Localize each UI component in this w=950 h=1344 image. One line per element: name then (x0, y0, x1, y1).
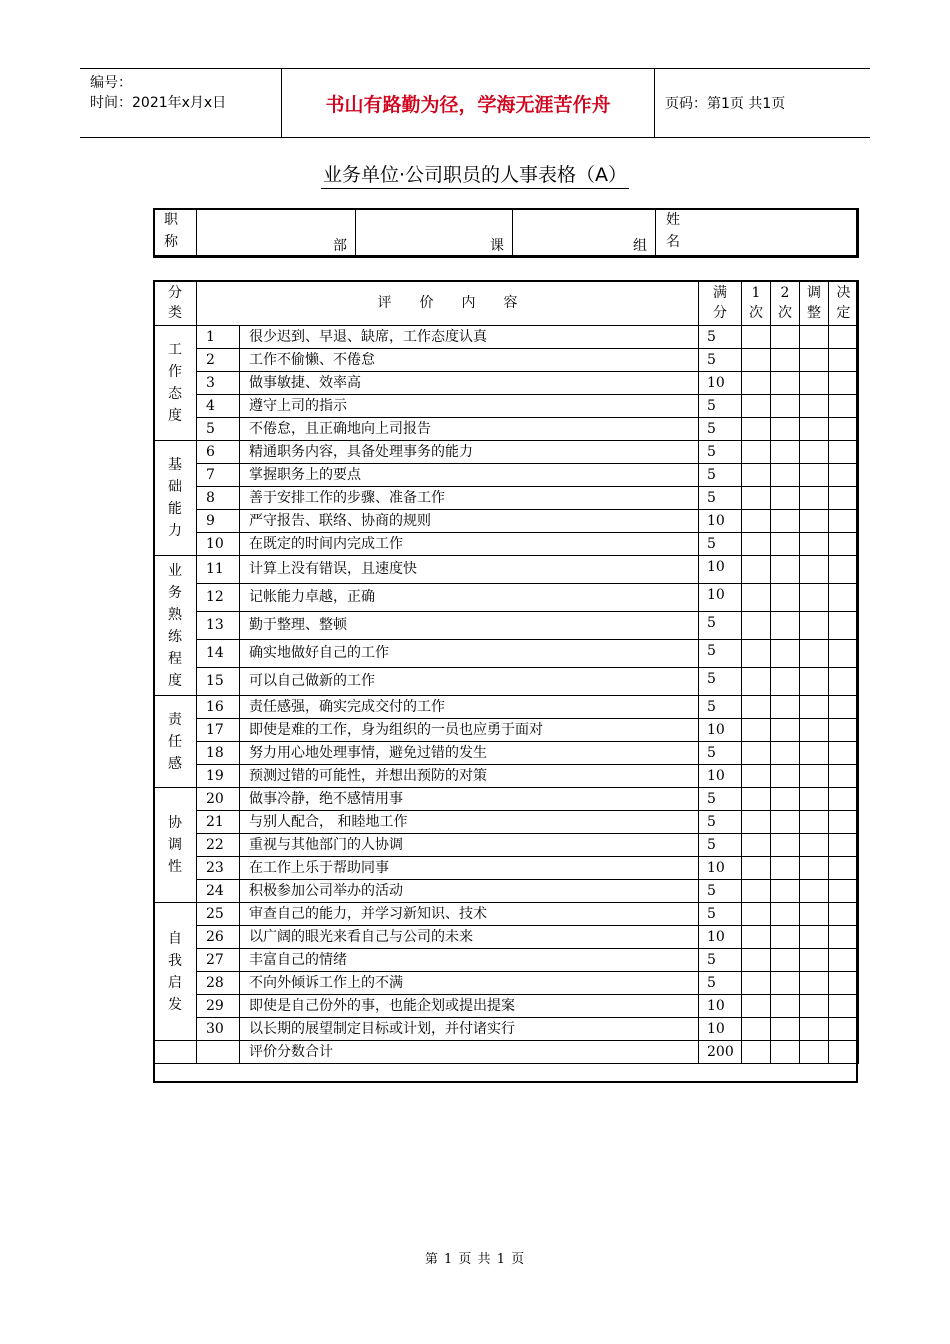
item-text: 不倦怠，且正确地向上司报告 (240, 418, 699, 441)
page-footer: 第 1 页 共 1 页 (424, 1252, 526, 1267)
item-full-score: 5 (699, 418, 742, 441)
name-field[interactable] (656, 209, 859, 258)
decision-cell[interactable] (829, 719, 859, 742)
category-label: 自我启发 (168, 930, 182, 1013)
item-text: 确实地做好自己的工作 (240, 640, 699, 668)
item-text: 即使是难的工作，身为组织的一员也应勇于面对 (240, 719, 699, 742)
item-text: 丰富自己的情绪 (240, 949, 699, 972)
info-table (153, 208, 859, 258)
table-row (154, 972, 859, 995)
item-full-score: 5 (699, 972, 742, 995)
adjust-cell[interactable] (800, 926, 829, 949)
second-score-cell[interactable] (771, 464, 800, 487)
decision-cell[interactable] (829, 349, 859, 372)
table-row (154, 487, 859, 510)
decision-cell[interactable] (829, 995, 859, 1018)
item-text: 做事冷静，绝不感情用事 (240, 788, 699, 811)
item-full-score: 5 (699, 811, 742, 834)
header-decision-text: 决定 (836, 285, 851, 321)
total-score: 200 (699, 1041, 742, 1064)
decision-cell[interactable] (829, 742, 859, 765)
item-full-score: 5 (699, 668, 742, 696)
second-score-cell[interactable] (771, 719, 800, 742)
category-label: 协调性 (168, 815, 182, 875)
item-number: 30 (197, 1018, 240, 1041)
adjust-cell[interactable] (800, 441, 829, 464)
category-label: 工作态度 (168, 342, 182, 424)
header-decision (829, 281, 859, 326)
table-row (154, 441, 859, 464)
item-text: 做事敏捷、效率高 (240, 372, 699, 395)
item-number: 15 (197, 668, 240, 696)
item-text: 预测过错的可能性，并想出预防的对策 (240, 765, 699, 788)
title-label: 职称 (164, 212, 178, 250)
category-label: 责任感 (168, 711, 182, 772)
table-row (154, 612, 859, 640)
category-cell (154, 556, 197, 696)
item-number: 25 (197, 903, 240, 926)
decision-cell[interactable] (829, 533, 859, 556)
first-score-cell[interactable] (742, 834, 771, 857)
adjust-cell[interactable] (800, 395, 829, 418)
header-meta (80, 69, 281, 137)
decision-cell[interactable] (829, 1018, 859, 1041)
item-full-score: 10 (699, 1018, 742, 1041)
second-score-cell[interactable] (771, 742, 800, 765)
table-row (154, 949, 859, 972)
total-row (154, 1041, 859, 1064)
item-text: 与别人配合， 和睦地工作 (240, 811, 699, 834)
item-number: 1 (197, 326, 240, 349)
item-number: 16 (197, 696, 240, 719)
item-number: 7 (197, 464, 240, 487)
header-adjust (800, 281, 829, 326)
item-number: 17 (197, 719, 240, 742)
item-text: 在既定的时间内完成工作 (240, 533, 699, 556)
category-cell (154, 326, 197, 441)
table-row (154, 926, 859, 949)
adjust-cell[interactable] (800, 612, 829, 640)
department-field[interactable] (197, 209, 356, 258)
adjust-cell[interactable] (800, 949, 829, 972)
second-score-cell[interactable] (771, 1018, 800, 1041)
item-number: 12 (197, 584, 240, 612)
item-number: 22 (197, 834, 240, 857)
item-text: 工作不偷懒、不倦怠 (240, 349, 699, 372)
category-label: 基础能力 (168, 457, 182, 539)
header-first-text: 1次 (749, 285, 763, 321)
item-text: 即使是自己份外的事，也能企划或提出提案 (240, 995, 699, 1018)
item-number: 9 (197, 510, 240, 533)
item-number: 10 (197, 533, 240, 556)
category-label: 业务熟练程度 (168, 562, 182, 689)
adjust-cell[interactable] (800, 857, 829, 880)
item-text: 努力用心地处理事情，避免过错的发生 (240, 742, 699, 765)
table-row (154, 696, 859, 719)
item-number: 2 (197, 349, 240, 372)
second-score-cell[interactable] (771, 533, 800, 556)
first-score-cell[interactable] (742, 487, 771, 510)
table-row (154, 640, 859, 668)
second-score-cell[interactable] (771, 668, 800, 696)
section-field[interactable] (356, 209, 513, 258)
header-category (154, 281, 197, 326)
item-text: 责任感强，确实完成交付的工作 (240, 696, 699, 719)
second-score-cell[interactable] (771, 395, 800, 418)
decision-cell[interactable] (829, 926, 859, 949)
item-full-score: 5 (699, 949, 742, 972)
item-full-score: 5 (699, 742, 742, 765)
second-score-cell[interactable] (771, 834, 800, 857)
table-row (154, 584, 859, 612)
second-score-cell[interactable] (771, 640, 800, 668)
category-cell (154, 788, 197, 903)
first-score-cell[interactable] (742, 556, 771, 584)
first-score-cell[interactable] (742, 584, 771, 612)
adjust-cell[interactable] (800, 719, 829, 742)
total-empty-cell (197, 1041, 240, 1064)
item-number: 6 (197, 441, 240, 464)
item-number: 23 (197, 857, 240, 880)
table-row (154, 857, 859, 880)
item-number: 26 (197, 926, 240, 949)
item-text: 以长期的展望制定目标或计划，并付诸实行 (240, 1018, 699, 1041)
header-second-text: 2次 (778, 285, 792, 321)
table-row (154, 765, 859, 788)
second-score-cell[interactable] (771, 811, 800, 834)
decision-total-cell[interactable] (829, 1041, 859, 1064)
first-score-cell[interactable] (742, 788, 771, 811)
adjust-cell[interactable] (800, 372, 829, 395)
item-number: 3 (197, 372, 240, 395)
first-score-cell[interactable] (742, 1018, 771, 1041)
adjust-cell[interactable] (800, 788, 829, 811)
first-score-cell[interactable] (742, 441, 771, 464)
item-full-score: 5 (699, 533, 742, 556)
adjust-cell[interactable] (800, 696, 829, 719)
first-score-cell[interactable] (742, 418, 771, 441)
item-full-score: 10 (699, 584, 742, 612)
first-score-cell[interactable] (742, 696, 771, 719)
table-row (154, 811, 859, 834)
table-row (154, 395, 859, 418)
decision-cell[interactable] (829, 510, 859, 533)
decision-cell[interactable] (829, 584, 859, 612)
first-score-cell[interactable] (742, 372, 771, 395)
adjust-cell[interactable] (800, 418, 829, 441)
table-header-row (154, 281, 859, 326)
first-score-cell[interactable] (742, 995, 771, 1018)
first-score-cell[interactable] (742, 326, 771, 349)
item-full-score: 5 (699, 464, 742, 487)
header-content (197, 281, 699, 326)
item-full-score: 5 (699, 788, 742, 811)
decision-cell[interactable] (829, 640, 859, 668)
adjust-cell[interactable] (800, 487, 829, 510)
item-full-score: 5 (699, 349, 742, 372)
item-text: 积极参加公司举办的活动 (240, 880, 699, 903)
time-label: 时间：2021年x月x日 (90, 95, 227, 111)
document-header (80, 68, 870, 138)
item-full-score: 5 (699, 326, 742, 349)
item-text: 掌握职务上的要点 (240, 464, 699, 487)
item-number: 28 (197, 972, 240, 995)
adjust-cell[interactable] (800, 556, 829, 584)
header-full-score-text: 满分 (713, 285, 727, 321)
second-score-cell[interactable] (771, 949, 800, 972)
adjust-cell[interactable] (800, 640, 829, 668)
second-score-cell[interactable] (771, 349, 800, 372)
table-row (154, 1018, 859, 1041)
table-row (154, 533, 859, 556)
decision-cell[interactable] (829, 556, 859, 584)
slogan: 书山有路勤为径，学海无涯苦作舟 (281, 69, 655, 137)
item-full-score: 5 (699, 696, 742, 719)
header-full-score (699, 281, 742, 326)
adjust-cell[interactable] (800, 464, 829, 487)
adjust-cell[interactable] (800, 510, 829, 533)
item-number: 11 (197, 556, 240, 584)
decision-cell[interactable] (829, 372, 859, 395)
item-text: 善于安排工作的步骤、准备工作 (240, 487, 699, 510)
adjust-cell[interactable] (800, 326, 829, 349)
table-row (154, 326, 859, 349)
group-suffix: 组 (633, 238, 647, 254)
second-score-cell[interactable] (771, 326, 800, 349)
first-score-cell[interactable] (742, 349, 771, 372)
item-text: 精通职务内容，具备处理事务的能力 (240, 441, 699, 464)
table-row (154, 418, 859, 441)
adjust-cell[interactable] (800, 742, 829, 765)
adjust-cell[interactable] (800, 349, 829, 372)
item-text: 以广阔的眼光来看自己与公司的未来 (240, 926, 699, 949)
second-score-cell[interactable] (771, 788, 800, 811)
decision-cell[interactable] (829, 972, 859, 995)
table-row (154, 349, 859, 372)
second-score-cell[interactable] (771, 995, 800, 1018)
table-row (154, 903, 859, 926)
decision-cell[interactable] (829, 788, 859, 811)
second-score-cell[interactable] (771, 556, 800, 584)
second-total-cell[interactable] (771, 1041, 800, 1064)
second-score-cell[interactable] (771, 880, 800, 903)
item-number: 20 (197, 788, 240, 811)
item-number: 13 (197, 612, 240, 640)
item-full-score: 5 (699, 640, 742, 668)
item-number: 4 (197, 395, 240, 418)
item-full-score: 10 (699, 926, 742, 949)
item-text: 可以自己做新的工作 (240, 668, 699, 696)
item-text: 记帐能力卓越，正确 (240, 584, 699, 612)
second-score-cell[interactable] (771, 372, 800, 395)
item-full-score: 10 (699, 857, 742, 880)
first-score-cell[interactable] (742, 395, 771, 418)
item-number: 8 (197, 487, 240, 510)
second-score-cell[interactable] (771, 441, 800, 464)
first-score-cell[interactable] (742, 464, 771, 487)
item-full-score: 10 (699, 510, 742, 533)
second-score-cell[interactable] (771, 972, 800, 995)
item-number: 27 (197, 949, 240, 972)
decision-cell[interactable] (829, 857, 859, 880)
second-score-cell[interactable] (771, 926, 800, 949)
decision-cell[interactable] (829, 765, 859, 788)
group-field[interactable] (513, 209, 656, 258)
decision-cell[interactable] (829, 487, 859, 510)
decision-cell[interactable] (829, 395, 859, 418)
adjust-cell[interactable] (800, 811, 829, 834)
item-number: 5 (197, 418, 240, 441)
table-row (154, 464, 859, 487)
second-score-cell[interactable] (771, 487, 800, 510)
adjust-cell[interactable] (800, 834, 829, 857)
decision-cell[interactable] (829, 811, 859, 834)
table-row (154, 556, 859, 584)
title-label-cell (154, 209, 197, 258)
adjust-cell[interactable] (800, 584, 829, 612)
first-score-cell[interactable] (742, 742, 771, 765)
item-full-score: 5 (699, 903, 742, 926)
decision-cell[interactable] (829, 441, 859, 464)
page-title (0, 160, 950, 187)
header-adjust-text: 调整 (807, 285, 821, 321)
decision-cell[interactable] (829, 612, 859, 640)
item-text: 审查自己的能力，并学习新知识、技术 (240, 903, 699, 926)
adjust-cell[interactable] (800, 972, 829, 995)
item-number: 19 (197, 765, 240, 788)
first-score-cell[interactable] (742, 926, 771, 949)
section-suffix: 课 (490, 238, 504, 254)
adjust-cell[interactable] (800, 880, 829, 903)
item-text: 计算上没有错误，且速度快 (240, 556, 699, 584)
item-text: 不向外倾诉工作上的不满 (240, 972, 699, 995)
decision-cell[interactable] (829, 880, 859, 903)
item-full-score: 10 (699, 372, 742, 395)
category-cell (154, 903, 197, 1041)
table-row (154, 719, 859, 742)
item-full-score: 10 (699, 765, 742, 788)
item-full-score: 10 (699, 995, 742, 1018)
adjust-cell[interactable] (800, 903, 829, 926)
item-number: 18 (197, 742, 240, 765)
first-score-cell[interactable] (742, 972, 771, 995)
first-score-cell[interactable] (742, 719, 771, 742)
department-suffix: 部 (333, 238, 347, 254)
adjust-cell[interactable] (800, 668, 829, 696)
second-score-cell[interactable] (771, 903, 800, 926)
header-first (742, 281, 771, 326)
item-text: 勤于整理、整顿 (240, 612, 699, 640)
table-row (154, 668, 859, 696)
table-row (154, 880, 859, 903)
item-full-score: 5 (699, 487, 742, 510)
adjust-cell[interactable] (800, 765, 829, 788)
adjust-cell[interactable] (800, 533, 829, 556)
item-full-score: 10 (699, 719, 742, 742)
table-row (154, 742, 859, 765)
first-score-cell[interactable] (742, 765, 771, 788)
table-row (154, 372, 859, 395)
item-text: 遵守上司的指示 (240, 395, 699, 418)
first-score-cell[interactable] (742, 903, 771, 926)
number-label: 编号： (90, 75, 132, 91)
item-number: 24 (197, 880, 240, 903)
first-score-cell[interactable] (742, 668, 771, 696)
table-row (154, 834, 859, 857)
table-row (154, 995, 859, 1018)
decision-cell[interactable] (829, 326, 859, 349)
second-score-cell[interactable] (771, 765, 800, 788)
header-content-text: 评 价 内 容 (377, 295, 518, 311)
evaluation-table (153, 280, 859, 1064)
item-full-score: 5 (699, 880, 742, 903)
decision-cell[interactable] (829, 668, 859, 696)
decision-cell[interactable] (829, 903, 859, 926)
second-score-cell[interactable] (771, 612, 800, 640)
first-score-cell[interactable] (742, 640, 771, 668)
first-score-cell[interactable] (742, 949, 771, 972)
total-empty-cell (154, 1041, 197, 1064)
item-full-score: 10 (699, 556, 742, 584)
first-score-cell[interactable] (742, 857, 771, 880)
decision-cell[interactable] (829, 464, 859, 487)
first-score-cell[interactable] (742, 880, 771, 903)
first-score-cell[interactable] (742, 510, 771, 533)
page-title-text: 业务单位·公司职员的人事表格（A） (321, 164, 629, 189)
item-full-score: 5 (699, 395, 742, 418)
decision-cell[interactable] (829, 418, 859, 441)
item-text: 重视与其他部门的人协调 (240, 834, 699, 857)
second-score-cell[interactable] (771, 696, 800, 719)
item-text: 严守报告、联络、协商的规则 (240, 510, 699, 533)
category-cell (154, 441, 197, 556)
total-label: 评价分数合计 (240, 1041, 699, 1064)
adjust-total-cell[interactable] (800, 1041, 829, 1064)
table-row (154, 510, 859, 533)
header-category-text: 分类 (168, 285, 182, 321)
item-text: 很少迟到、早退、缺席，工作态度认真 (240, 326, 699, 349)
page-label: 页码：第1页 共1页 (665, 96, 786, 112)
decision-cell[interactable] (829, 834, 859, 857)
decision-cell[interactable] (829, 949, 859, 972)
header-second (771, 281, 800, 326)
item-full-score: 5 (699, 612, 742, 640)
second-score-cell[interactable] (771, 418, 800, 441)
item-number: 14 (197, 640, 240, 668)
second-score-cell[interactable] (771, 510, 800, 533)
item-text: 在工作上乐于帮助同事 (240, 857, 699, 880)
first-total-cell[interactable] (742, 1041, 771, 1064)
item-full-score: 5 (699, 834, 742, 857)
item-number: 29 (197, 995, 240, 1018)
table-row (154, 788, 859, 811)
adjust-cell[interactable] (800, 1018, 829, 1041)
first-score-cell[interactable] (742, 612, 771, 640)
second-score-cell[interactable] (771, 857, 800, 880)
name-label: 姓名 (666, 212, 680, 250)
first-score-cell[interactable] (742, 811, 771, 834)
item-number: 21 (197, 811, 240, 834)
first-score-cell[interactable] (742, 533, 771, 556)
decision-cell[interactable] (829, 696, 859, 719)
adjust-cell[interactable] (800, 995, 829, 1018)
category-cell (154, 696, 197, 788)
item-full-score: 5 (699, 441, 742, 464)
second-score-cell[interactable] (771, 584, 800, 612)
